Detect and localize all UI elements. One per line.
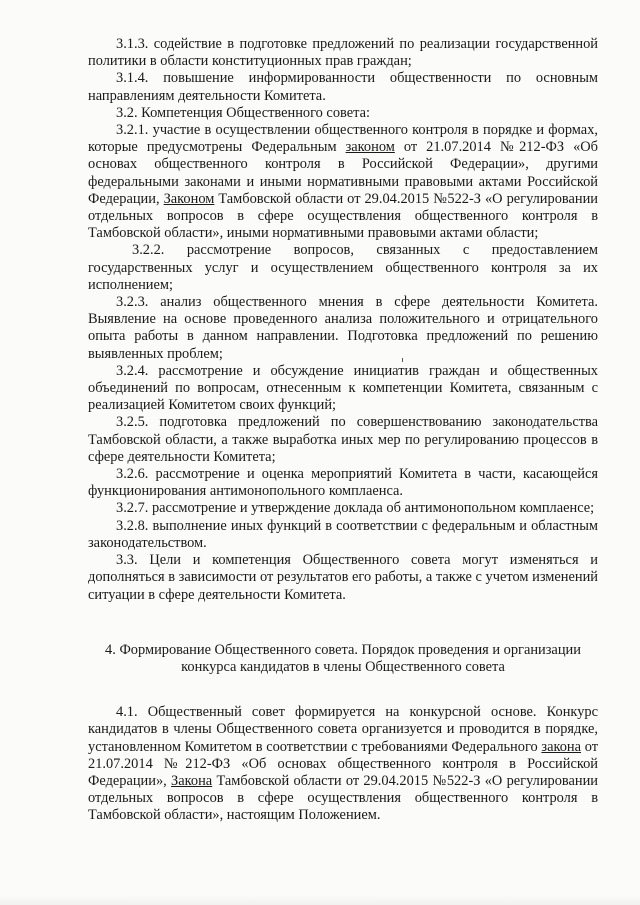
section-spacer [88, 604, 598, 642]
paragraph-3-2-7: 3.2.7. рассмотрение и утверждение доклада об антимонопольном комплаенсе; [116, 500, 595, 517]
paragraph-3-2-5: 3.2.5. подготовка предложений по совершенствованию законодательства Тамбовской области, а также выработка иных мер по регулированию процессов в сфере деятельности Комитета; [88, 414, 598, 465]
scan-bottom-edge [0, 895, 640, 905]
heading-spacer [88, 676, 598, 704]
paragraph-4-1-part-a: 4.1. Общественный совет формируется на конкурсной основе. Конкурс кандидатов в члены Общественного совета организуется и проводится в порядке, установленном Комитетом в соответствии с требованиями Федерального [88, 704, 598, 755]
paragraph-3-2-2: 3.2.2. рассмотрение вопросов, связанных с предоставлением государственных услуг и осуществлением общественного контроля за их исполнением; [88, 242, 598, 293]
regional-law-link[interactable]: Законом [163, 190, 215, 207]
paragraph-3-2-1-part-a: 3.2.1. участие в осуществлении общественного контроля в порядке и формах, которые предусмотрены Федеральным [88, 122, 598, 156]
paragraph-3-2-4: 3.2.4. рассмотрение и обсуждение инициатив граждан и общественных объединений по вопросам, отнесенным к компетенции Комитета, связанным с реализацией Комитетом своих функций; [88, 362, 598, 414]
document-body [88, 36, 598, 825]
paragraph-4-1-part-b: от 21.07.2014 №212-ФЗ «Об основах общественного контроля в Российской Федерации», [88, 738, 598, 789]
paragraph-3-2-1-part-b: от 21.07.2014 №212-ФЗ «Об основах общественного контроля в Российской Федерации», другими федеральными законами и иными нормативными правовыми актами Российской Федерации, [88, 139, 598, 207]
regional-law-link-2[interactable]: Закона [171, 772, 213, 789]
section-4-heading [88, 642, 598, 676]
federal-law-link[interactable]: законом [345, 139, 395, 156]
paragraph-3-2: 3.2. Компетенция Общественного совета: [116, 104, 370, 121]
paragraph-3-1-4: 3.1.4. повышение информированности общественности по основным направлениям деятельности Комитета. [88, 70, 598, 104]
paragraph-3-2-3: 3.2.3. анализ общественного мнения в сфере деятельности Комитета. Выявление на основе проведенного анализа положительного и отрицательного опыта работы в данном направлении. Подготовка предложений по решению выявленных проблем; [88, 294, 598, 362]
paragraph-3-1-3: 3.1.3. содействие в подготовке предложений по реализации государственной политики в области конституционных прав граждан; [88, 36, 598, 70]
section-4-heading-line-2: конкурса кандидатов в члены Общественного совета [181, 658, 505, 675]
paragraph-4-1 [88, 704, 598, 824]
paragraph-3-2-6: 3.2.6. рассмотрение и оценка мероприятий Комитета в части, касающейся функционирования антимонопольного комплаенса. [88, 466, 598, 500]
paragraph-3-2-1-part-c: Тамбовской области от 29.04.2015 №522-З «О регулировании отдельных вопросов в сфере осуществления общественного контроля в Тамбовской области», иными нормативными правовыми актами области; [88, 190, 598, 242]
federal-law-link-2[interactable]: закона [541, 738, 582, 755]
paragraph-3-2-1 [88, 122, 598, 242]
paragraph-3-2-8: 3.2.8. выполнение иных функций в соответствии с федеральным и областным законодательством. [88, 517, 598, 551]
scan-mark [402, 358, 406, 362]
paragraph-3-3: 3.3. Цели и компетенция Общественного совета могут изменяться и дополняться в зависимости от результатов его работы, а также с учетом изменений ситуации в сфере деятельности Комитета. [88, 552, 598, 603]
paragraph-4-1-part-c: Тамбовской области от 29.04.2015 №522-З «О регулировании отдельных вопросов в сфере осуществления общественного контроля в Тамбовской области», настоящим Положением. [88, 772, 599, 824]
section-4-heading-line-1: 4. Формирование Общественного совета. Порядок проведения и организации [105, 641, 581, 658]
